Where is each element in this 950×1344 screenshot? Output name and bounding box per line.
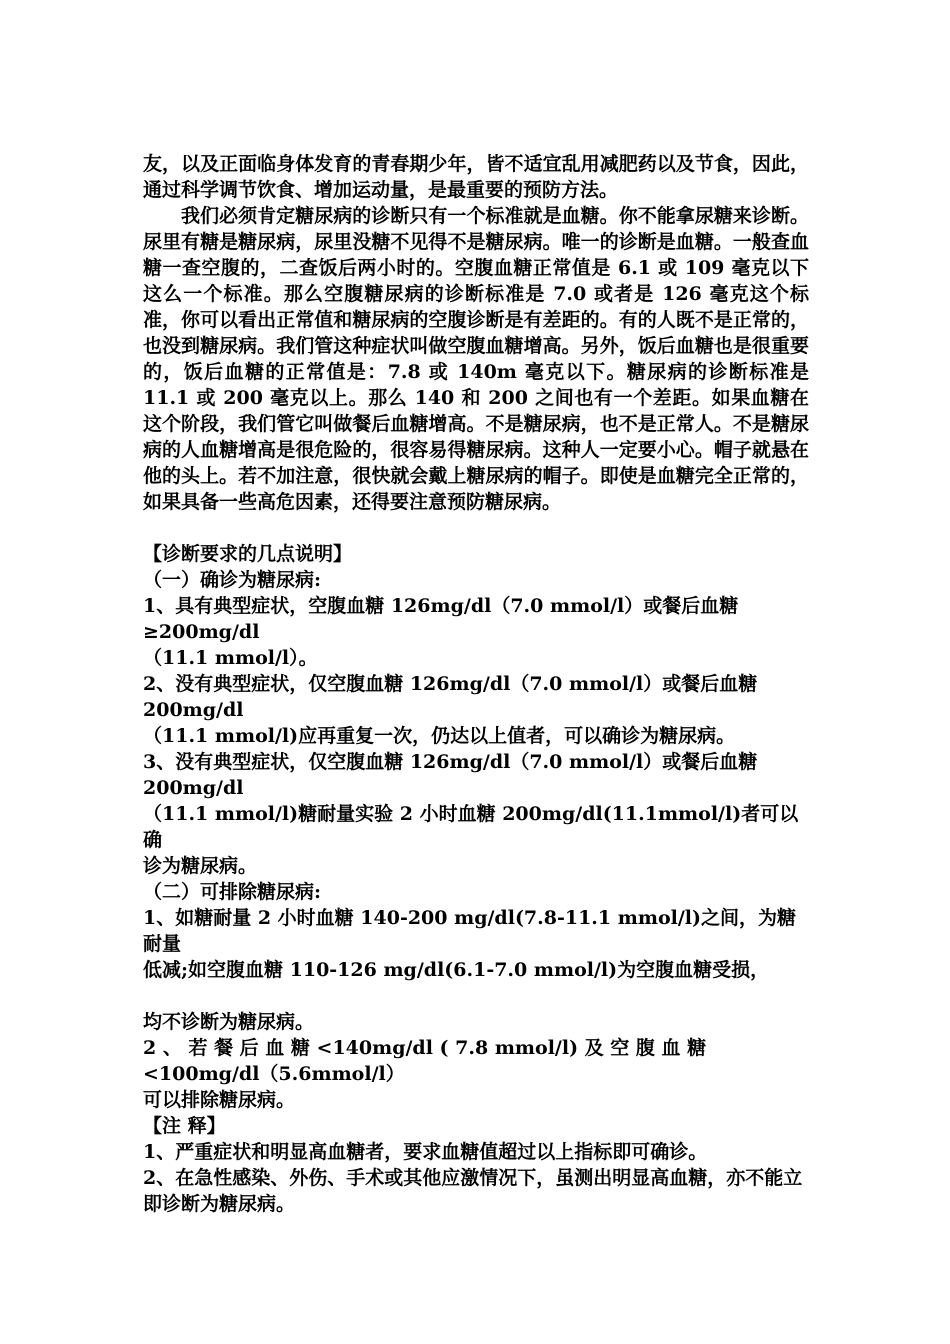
paragraph-diagnosis-standard: 我们必须肯定糖尿病的诊断只有一个标准就是血糖。你不能拿尿糖来诊断。尿里有糖是糖尿病，尿里没糖不见得不是糖尿病。唯一的诊断是血糖。一般查血糖一查空腹的，二查饭后两小时的。空腹血糖正常值是 6.1 或 109 毫克以下这么一个标准。那么空腹糖尿病的诊断标准是 7.0 或者是 126 毫克这个标准，你可以看出正常值和糖尿病的空腹诊断是有差距的。有的人既不是正常的，也没到糖尿病。我们管这种症状叫做空腹血糖增高。另外，饭后血糖也是很重要的，饭后血糖的正常值是：7.8 或 140m 毫克以下。糖尿病的诊断标准是 11.1 或 200 毫克以上。那么 140 和 200 之间也有一个差距。如果血糖在这个阶段，我们管它叫做餐后血糖增高。不是糖尿病，也不是正常人。不是糖尿病的人血糖增高是很危险的，很容易得糖尿病。这种人一定要小心。帽子就悬在他的头上。若不加注意，很快就会戴上糖尿病的帽子。即使是血糖完全正常的，如果具备一些高危因素，还得要注意预防糖尿病。 — [143, 205, 809, 513]
blank-line — [143, 515, 809, 541]
exclusion-1: 1、如糖耐量 2 小时血糖 140-200 mg/dl(7.8-11.1 mmol/l)之间，为糖耐量 — [143, 907, 797, 955]
exclusion-2-end: 可以排除糖尿病。 — [143, 1089, 296, 1111]
criterion-3: 3、没有典型症状，仅空腹血糖 126mg/dl（7.0 mmol/l）或餐后血糖 200mg/dl — [143, 751, 758, 799]
exclusion-1-end: 均不诊断为糖尿病。 — [143, 1011, 315, 1033]
subheading-confirmed-diabetes: （一）确诊为糖尿病: — [143, 569, 322, 591]
note-2-end: 即诊断为糖尿病。 — [143, 1193, 296, 1215]
exclusion-2: 2 、 若 餐 后 血 糖 <140mg/dl ( 7.8 mmol/l) 及 空 腹 血 糖<100mg/dl（5.6mmol/l） — [143, 1037, 707, 1085]
criterion-3-continued: （11.1 mmol/l)糖耐量实验 2 小时血糖 200mg/dl(11.1mmol/l)者可以确 — [143, 803, 799, 851]
subheading-exclude-diabetes: （二）可排除糖尿病: — [143, 881, 322, 903]
note-1: 1、严重症状和明显高血糖者，要求血糖值超过以上指标即可确诊。 — [143, 1141, 708, 1163]
paragraph-intro-continuation: 友，以及正面临身体发育的青春期少年，皆不适宜乱用减肥药以及节食，因此，通过科学调节饮食、增加运动量，是最重要的预防方法。 — [143, 153, 809, 201]
section-heading-diagnosis-notes: 【诊断要求的几点说明】 — [143, 543, 353, 565]
criterion-3-end: 诊为糖尿病。 — [143, 855, 258, 877]
criterion-1: 1、具有典型症状，空腹血糖 126mg/dl（7.0 mmol/l）或餐后血糖≥200mg/dl — [143, 595, 739, 643]
section-heading-notes: 【注 释】 — [143, 1115, 226, 1137]
criterion-2: 2、没有典型症状，仅空腹血糖 126mg/dl（7.0 mmol/l）或餐后血糖 200mg/dl — [143, 673, 758, 721]
note-2: 2、在急性感染、外伤、手术或其他应激情况下，虽测出明显高血糖，亦不能立 — [143, 1167, 803, 1189]
criterion-2-continued: （11.1 mmol/l)应再重复一次，仍达以上值者，可以确诊为糖尿病。 — [143, 725, 736, 747]
blank-line — [143, 983, 809, 1009]
exclusion-1-continued: 低减;如空腹血糖 110-126 mg/dl(6.1-7.0 mmol/l)为空腹血糖受损， — [143, 959, 770, 981]
document-page — [143, 151, 809, 1217]
criterion-1-continued: （11.1 mmol/l）。 — [143, 647, 318, 669]
